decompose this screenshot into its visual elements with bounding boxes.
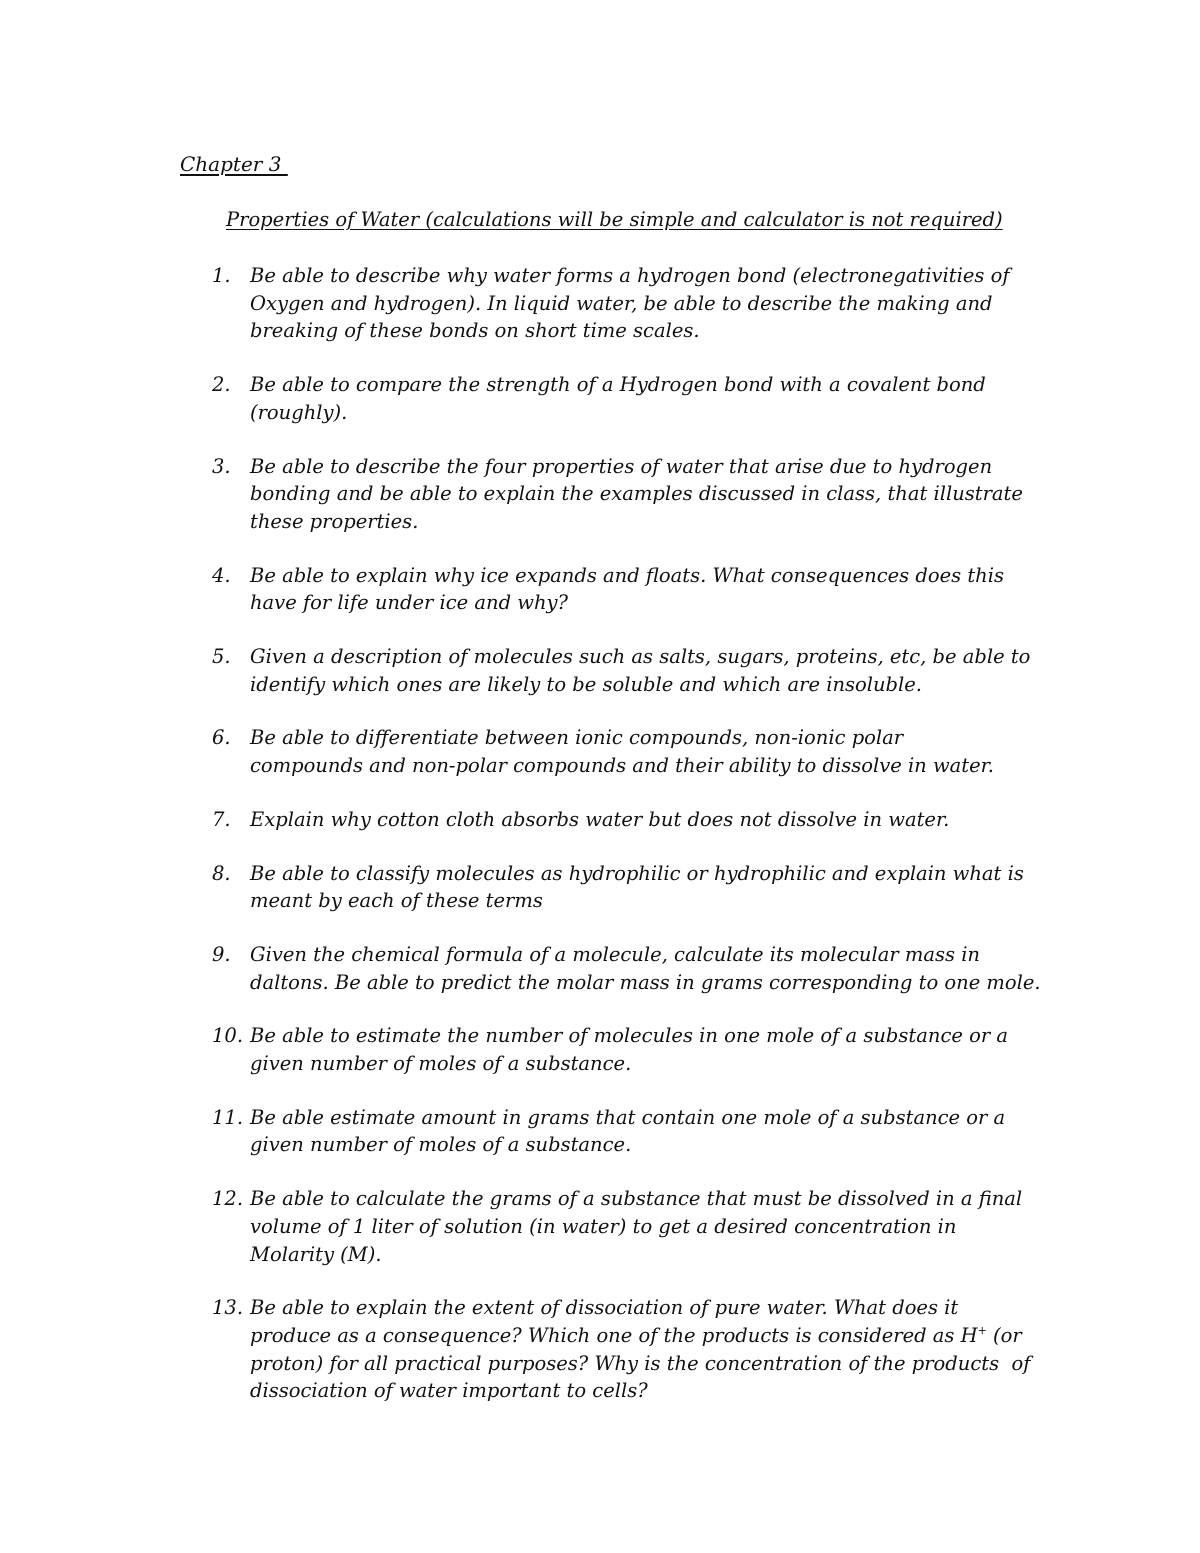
- list-item: [0, 1104, 1200, 1159]
- item-text-line: breaking of these bonds on short time scales.: [250, 319, 700, 343]
- list-item: [0, 562, 1200, 617]
- item-text-line: Molarity (M).: [250, 1242, 382, 1266]
- item-text-line: identify which ones are likely to be soluble and which are insoluble.: [250, 672, 923, 696]
- item-number: 7.: [212, 807, 231, 831]
- item-text-line-with-superscript: [250, 1322, 1200, 1350]
- item-number: 10.: [212, 1024, 244, 1048]
- item-number: 9.: [212, 942, 231, 966]
- item-text-line: volume of 1 liter of solution (in water) to get a desired concentration in: [250, 1214, 957, 1238]
- item-text-line: have for life under ice and why?: [250, 591, 568, 615]
- item-text-line: Be able to estimate the number of molecules in one mole of a substance or a: [250, 1024, 1008, 1048]
- item-text-line: these properties.: [250, 509, 419, 533]
- item-text-line: compounds and non-polar compounds and their ability to dissolve in water.: [250, 754, 995, 778]
- item-number: 12.: [212, 1187, 244, 1211]
- item-text-line: Explain why cotton cloth absorbs water but does not dissolve in water.: [250, 807, 950, 831]
- item-text-line: Be able to describe why water forms a hydrogen bond (electronegativities of: [250, 264, 1010, 287]
- item-text-line: Be able to compare the strength of a Hydrogen bond with a covalent bond: [250, 373, 986, 397]
- list-item: [0, 1185, 1200, 1268]
- item-text-line: Be able to differentiate between ionic compounds, non-ionic polar: [250, 726, 904, 750]
- item-text-line: Be able to classify molecules as hydrophilic or hydrophilic and explain what is: [250, 861, 1024, 885]
- item-number: 2.: [212, 373, 231, 397]
- superscript-plus: +: [977, 1323, 987, 1337]
- list-item: [0, 371, 1200, 426]
- item-text-line: Given the chemical formula of a molecule, calculate its molecular mass in: [250, 942, 980, 966]
- item-number: 13.: [212, 1296, 244, 1320]
- item-text-line: (roughly).: [250, 400, 348, 424]
- chapter-heading: Chapter 3: [180, 152, 288, 176]
- list-item: [0, 806, 1200, 834]
- item-text-segment: produce as a consequence? Which one of the products is considered as H: [250, 1323, 978, 1347]
- item-text-line: proton) for all practical purposes? Why is the concentration of the products of: [250, 1351, 1031, 1375]
- item-text-line: meant by each of these terms: [250, 889, 543, 913]
- item-number: 3.: [212, 454, 231, 478]
- list-item: [0, 453, 1200, 536]
- list-item: [0, 860, 1200, 915]
- item-text-line: Be able to explain the extent of dissociation of pure water. What does it: [250, 1296, 959, 1320]
- item-text-line: given number of moles of a substance.: [250, 1133, 632, 1157]
- item-text-line: Be able to calculate the grams of a substance that must be dissolved in a final: [250, 1187, 1023, 1211]
- objectives-list: [0, 262, 1200, 1405]
- section-title: Properties of Water (calculations will be simple and calculator is not required): [226, 208, 1003, 231]
- list-item: [0, 1294, 1200, 1405]
- item-text-line: given number of moles of a substance.: [250, 1052, 632, 1076]
- item-text-line: Be able estimate amount in grams that contain one mole of a substance or a: [250, 1105, 1006, 1129]
- item-number: 8.: [212, 861, 231, 885]
- list-item: [0, 643, 1200, 698]
- item-number: 1.: [212, 264, 231, 287]
- item-text-line: Be able to describe the four properties of water that arise due to hydrogen: [250, 454, 993, 478]
- item-text-line: Be able to explain why ice expands and floats. What consequences does this: [250, 563, 1004, 587]
- item-text-line: dissociation of water important to cells?: [250, 1379, 648, 1403]
- item-number: 11.: [212, 1105, 244, 1129]
- list-item: [0, 262, 1200, 345]
- item-text-segment: (or: [986, 1323, 1022, 1347]
- item-text-line: Oxygen and hydrogen). In liquid water, be able to describe the making and: [250, 291, 993, 315]
- item-number: 4.: [212, 563, 231, 587]
- item-text-line: daltons. Be able to predict the molar mass in grams corresponding to one mole.: [250, 970, 1041, 994]
- item-number: 6.: [212, 726, 231, 750]
- list-item: [0, 941, 1200, 996]
- item-text-line: Given a description of molecules such as salts, sugars, proteins, etc, be able to: [250, 645, 1031, 669]
- item-text-line: bonding and be able to explain the examples discussed in class, that illustrate: [250, 482, 1023, 506]
- list-item: [0, 1022, 1200, 1077]
- item-number: 5.: [212, 645, 231, 669]
- list-item: [0, 724, 1200, 779]
